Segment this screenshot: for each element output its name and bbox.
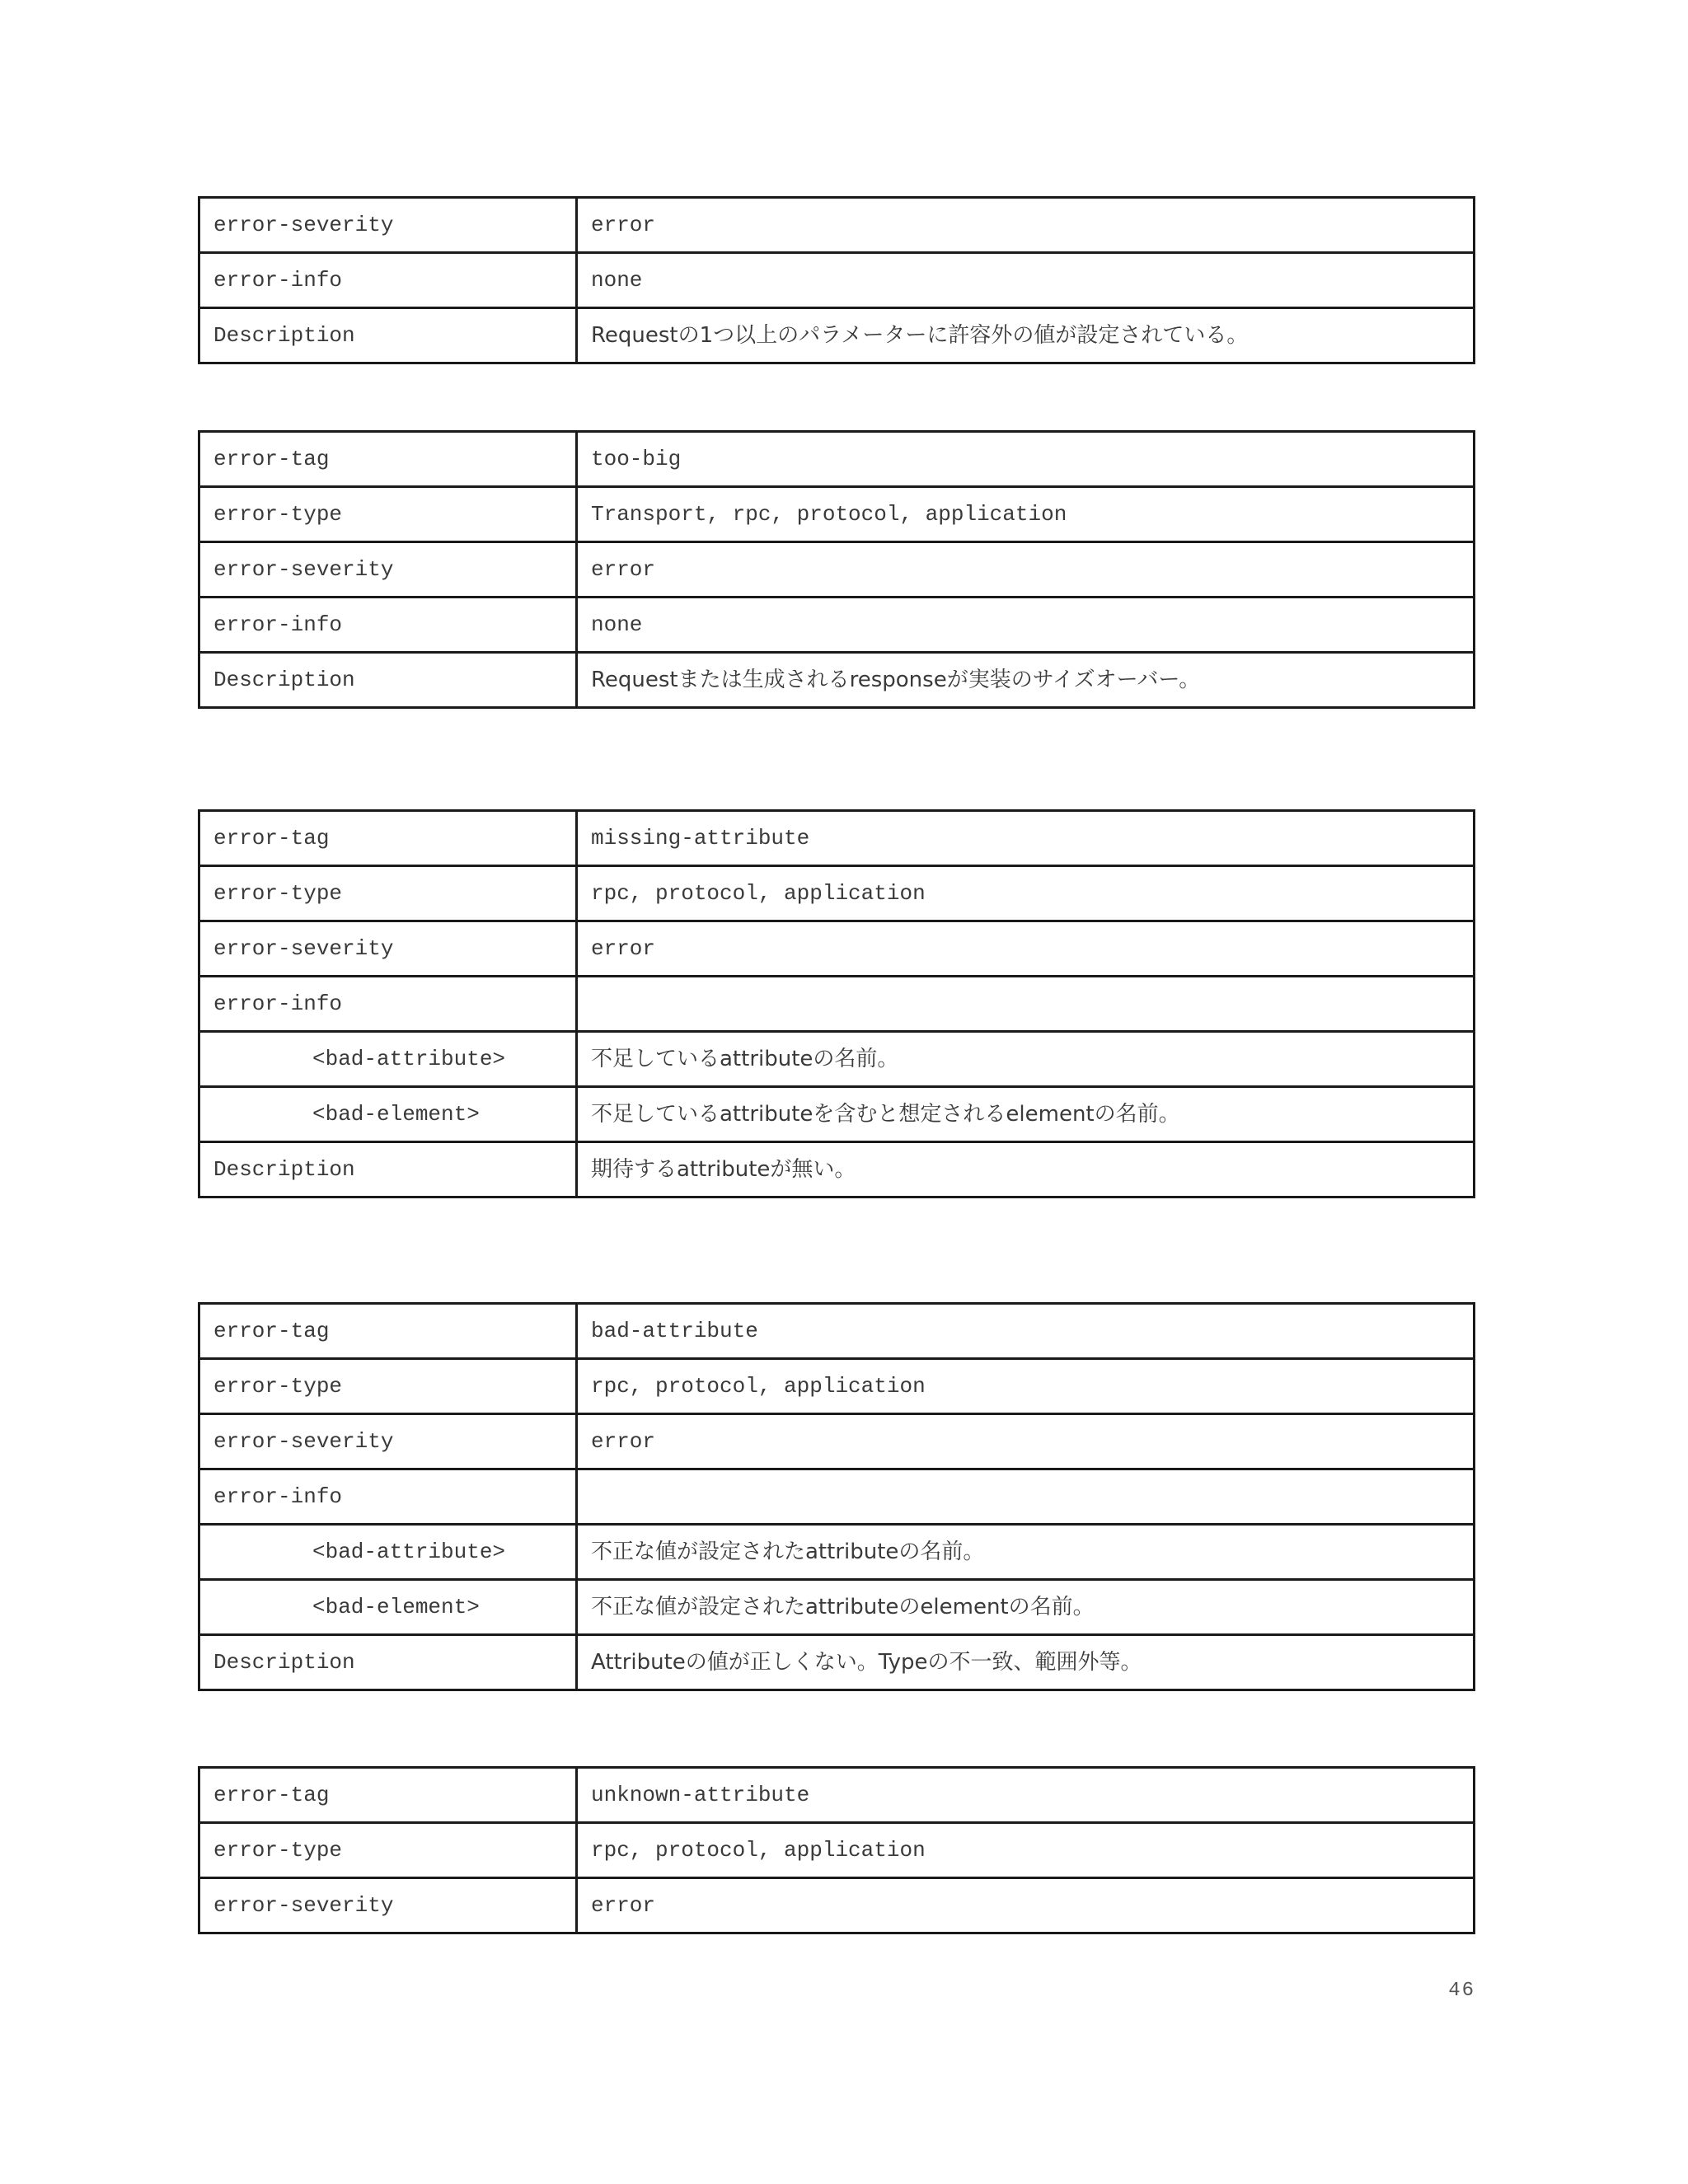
row-key: Description	[199, 1635, 577, 1690]
row-key: error-severity	[199, 1878, 577, 1933]
table-row	[199, 1878, 1475, 1933]
row-key: error-tag	[199, 1768, 577, 1823]
table-row	[199, 811, 1475, 866]
row-value: 期待するattributeが無い。	[577, 1142, 1475, 1197]
row-value: rpc, protocol, application	[577, 1823, 1475, 1878]
row-key: error-tag	[199, 811, 577, 866]
row-key: error-info	[199, 253, 577, 308]
page-number: 46	[1448, 1980, 1475, 2002]
row-value	[577, 1469, 1475, 1525]
row-value: Transport, rpc, protocol, application	[577, 487, 1475, 542]
row-key: error-severity	[199, 198, 577, 253]
row-key: <bad-element>	[199, 1087, 577, 1142]
row-value: 不足しているattributeを含むと想定されるelementの名前。	[577, 1087, 1475, 1142]
table-row	[199, 598, 1475, 653]
row-key: <bad-element>	[199, 1580, 577, 1635]
row-key: error-severity	[199, 921, 577, 977]
row-key: Description	[199, 653, 577, 708]
row-key: error-type	[199, 487, 577, 542]
row-value: 不正な値が設定されたattributeのelementの名前。	[577, 1580, 1475, 1635]
table-row	[199, 432, 1475, 487]
table-row	[199, 1635, 1475, 1690]
row-value: rpc, protocol, application	[577, 866, 1475, 921]
table-row	[199, 1032, 1475, 1087]
table-row	[199, 542, 1475, 598]
table-row	[199, 253, 1475, 308]
table-row	[199, 866, 1475, 921]
table-row	[199, 308, 1475, 363]
row-value: Requestまたは生成されるresponseが実装のサイズオーバー。	[577, 653, 1475, 708]
row-value: none	[577, 598, 1475, 653]
row-key: error-tag	[199, 1304, 577, 1359]
row-value: none	[577, 253, 1475, 308]
row-value: error	[577, 542, 1475, 598]
row-key: error-tag	[199, 432, 577, 487]
row-key: error-type	[199, 1359, 577, 1414]
row-value: error	[577, 921, 1475, 977]
row-key: <bad-attribute>	[199, 1032, 577, 1087]
row-value: Requestの1つ以上のパラメーターに許容外の値が設定されている。	[577, 308, 1475, 363]
table-row	[199, 1469, 1475, 1525]
row-key: error-info	[199, 977, 577, 1032]
table-row	[199, 1142, 1475, 1197]
row-value: bad-attribute	[577, 1304, 1475, 1359]
row-value: error	[577, 198, 1475, 253]
error-table-3	[198, 809, 1475, 1198]
table-row	[199, 977, 1475, 1032]
row-key: error-severity	[199, 1414, 577, 1469]
row-value: too-big	[577, 432, 1475, 487]
table-row	[199, 1768, 1475, 1823]
row-value: error	[577, 1878, 1475, 1933]
error-table-4	[198, 1302, 1475, 1691]
table-row	[199, 1304, 1475, 1359]
row-value: Attributeの値が正しくない。Typeの不一致、範囲外等。	[577, 1635, 1475, 1690]
error-table-5	[198, 1766, 1475, 1934]
table-row	[199, 1580, 1475, 1635]
table-row	[199, 1823, 1475, 1878]
row-key: Description	[199, 308, 577, 363]
table-row	[199, 1414, 1475, 1469]
row-key: error-type	[199, 1823, 577, 1878]
table-row	[199, 487, 1475, 542]
row-value: error	[577, 1414, 1475, 1469]
table-row	[199, 653, 1475, 708]
row-value	[577, 977, 1475, 1032]
table-row	[199, 1525, 1475, 1580]
row-key: error-info	[199, 598, 577, 653]
row-key: error-severity	[199, 542, 577, 598]
table-row	[199, 1359, 1475, 1414]
row-value: rpc, protocol, application	[577, 1359, 1475, 1414]
table-row	[199, 1087, 1475, 1142]
table-row	[199, 921, 1475, 977]
row-key: error-type	[199, 866, 577, 921]
row-value: unknown-attribute	[577, 1768, 1475, 1823]
table-row	[199, 198, 1475, 253]
error-table-1	[198, 196, 1475, 364]
error-table-2	[198, 430, 1475, 709]
row-key: <bad-attribute>	[199, 1525, 577, 1580]
row-key: error-info	[199, 1469, 577, 1525]
row-value: 不正な値が設定されたattributeの名前。	[577, 1525, 1475, 1580]
row-key: Description	[199, 1142, 577, 1197]
row-value: missing-attribute	[577, 811, 1475, 866]
row-value: 不足しているattributeの名前。	[577, 1032, 1475, 1087]
